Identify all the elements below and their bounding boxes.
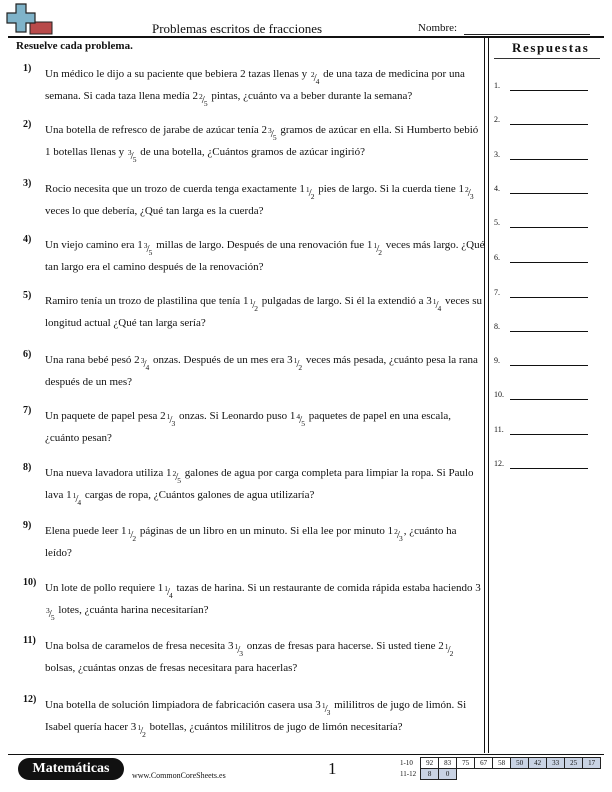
fraction: $^4/_5$ [296, 412, 305, 429]
answer-row [494, 150, 600, 164]
score-cell: 67 [475, 758, 493, 769]
fraction: $^1/_2$ [305, 185, 315, 202]
fraction: $^1/_2$ [373, 241, 382, 258]
question-text: Un viejo camino era $1^3/_5$ millas de largo. Después de una renovación fue $1^1/_2$ veces más largo. ¿Qué tan largo era el camino después de la renovación? [45, 239, 485, 273]
fraction: $^2/_3$ [465, 185, 474, 202]
score-table [398, 757, 601, 780]
question-text: Una rana bebé pesó $2^3/_4$ onzas. Después de un mes era $3^1/_2$ veces más pesada, ¿cuánto pesa la rana después de un mes? [45, 354, 478, 388]
fraction: $^2/_4$ [310, 70, 320, 87]
answer-blank[interactable] [510, 124, 588, 125]
answer-number: 4. [494, 184, 500, 193]
question-number: 8) [23, 462, 32, 473]
answer-number: 6. [494, 253, 500, 262]
answer-row [494, 288, 600, 302]
score-cell: 25 [565, 758, 583, 769]
score-cell: 92 [421, 758, 439, 769]
answer-number: 11. [494, 425, 504, 434]
answer-number: 5. [494, 218, 500, 227]
question-number: 10) [23, 577, 37, 588]
question-number: 7) [23, 405, 32, 416]
score-cell: 75 [457, 758, 475, 769]
answer-row [494, 218, 600, 232]
answer-number: 9. [494, 356, 500, 365]
fraction: $^1/_4$ [432, 297, 442, 314]
answer-number: 2. [494, 115, 500, 124]
instructions: Resuelve cada problema. [16, 40, 133, 52]
score-cell: 33 [547, 758, 565, 769]
score-cell: 0 [439, 769, 457, 780]
question-text: Rocio necesita que un trozo de cuerda tenga exactamente $1^1/_2$ pies de largo. Si la cuerda tiene $1^2/_3$ veces lo que debería, ¿Qué tan larga es la cuerda? [45, 183, 474, 217]
fraction: $^1/_4$ [164, 584, 173, 601]
answer-row [494, 184, 600, 198]
question-text: Ramiro tenía un trozo de plastilina que tenía $1^1/_2$ pulgadas de largo. Si él la extendió a $3^1/_4$ veces su longitud actual ¿Qué tan larga sería? [45, 295, 482, 329]
score-cell: 8 [421, 769, 439, 780]
question-number: 1) [23, 63, 32, 74]
fraction: $^1/_3$ [234, 642, 244, 659]
question-number: 4) [23, 234, 32, 245]
answer-row [494, 81, 600, 95]
score-row-label: 11-12 [400, 770, 417, 778]
answer-blank[interactable] [510, 468, 588, 469]
question-number: 2) [23, 119, 32, 130]
score-cell: 17 [583, 758, 601, 769]
website-text: www.CommonCoreSheets.es [132, 771, 226, 780]
score-cell: 50 [511, 758, 529, 769]
footer-divider [8, 754, 604, 755]
logo-icon [4, 2, 54, 38]
question-text: Un médico le dijo a su paciente que bebiera 2 tazas llenas y $^2/_4$ de una taza de medicina por una semana. Si cada taza llena medía $2^2/_5$ pintas, ¿cuánto va a beber durante la semana? [45, 68, 465, 109]
question-text: Una nueva lavadora utiliza $1^2/_5$ galones de agua por carga completa para limpiar la ropa. Si Paulo lava $1^1/_4$ cargas de ropa, ¿Cuántos galones de agua utilizaría? [45, 467, 474, 508]
fraction: $^2/_5$ [172, 469, 182, 486]
answer-number: 1. [494, 81, 500, 90]
fraction: $^3/_5$ [46, 606, 55, 623]
answer-blank[interactable] [510, 331, 588, 332]
question-text: Un lote de pollo requiere $1^1/_4$ tazas de harina. Si un restaurante de comida rápida estaba haciendo $3^3/_5$ lotes, ¿cuánta harina necesitarían? [45, 582, 481, 623]
answer-blank[interactable] [510, 90, 588, 91]
answers-title-rule [494, 58, 600, 59]
score-cell: 83 [439, 758, 457, 769]
answer-number: 7. [494, 288, 500, 297]
question-number: 5) [23, 290, 32, 301]
fraction: $^1/_3$ [166, 412, 176, 429]
answer-number: 12. [494, 459, 504, 468]
score-cell: 42 [529, 758, 547, 769]
question-text: Elena puede leer $1^1/_2$ páginas de un libro en un minuto. Si ella lee por minuto $1^2/_3$, ¿cuánto ha leído? [45, 525, 457, 559]
question-number: 9) [23, 520, 32, 531]
answer-row [494, 390, 600, 404]
fraction: $^3/_5$ [127, 148, 137, 165]
fraction: $^3/_4$ [140, 356, 150, 373]
answer-row [494, 425, 600, 439]
question-text: Una botella de refresco de jarabe de azúcar tenía $2^3/_5$ gramos de azúcar en ella. Si Humberto bebió 1 botellas llenas y $^3/_5$ de una botella, ¿Cuántos gramos de azúcar ingirió? [45, 124, 479, 165]
fraction: $^1/_2$ [127, 527, 137, 544]
answer-blank[interactable] [510, 297, 588, 298]
fraction: $^1/_2$ [249, 297, 259, 314]
fraction: $^1/_3$ [321, 701, 331, 718]
name-label: Nombre: [418, 22, 458, 34]
fraction: $^3/_5$ [268, 126, 277, 143]
question-number: 11) [23, 635, 36, 646]
fraction: $^2/_3$ [394, 527, 403, 544]
answer-number: 8. [494, 322, 500, 331]
answer-blank[interactable] [510, 159, 588, 160]
header-divider [8, 36, 604, 38]
score-cell: 58 [493, 758, 511, 769]
answer-blank[interactable] [510, 434, 588, 435]
question-text: Un paquete de papel pesa $2^1/_3$ onzas. Si Leonardo puso $1^4/_5$ paquetes de papel en una escala, ¿cuánto pesan? [45, 410, 452, 444]
answer-blank[interactable] [510, 365, 588, 366]
answer-row [494, 459, 600, 473]
fraction: $^1/_4$ [72, 491, 82, 508]
question-number: 12) [23, 694, 37, 705]
page-number: 1 [328, 759, 337, 778]
question-number: 6) [23, 349, 32, 360]
answer-row [494, 322, 600, 336]
score-row-label: 1-10 [400, 759, 413, 767]
name-field[interactable] [464, 34, 590, 35]
question-text: Una bolsa de caramelos de fresa necesita $3^1/_3$ onzas de fresas para hacerse. Si usted tiene $2^1/_2$ bolsas, ¿cuántas onzas de fresas necesitara para hacerlas? [45, 640, 454, 674]
question-number: 3) [23, 178, 32, 189]
fraction: $^1/_2$ [137, 723, 146, 740]
fraction: $^1/_2$ [444, 642, 454, 659]
answers-title: Respuestas [512, 40, 590, 55]
answer-row [494, 253, 600, 267]
fraction: $^3/_5$ [143, 241, 153, 258]
fraction: $^1/_2$ [293, 356, 303, 373]
answer-row [494, 356, 600, 370]
question-text: Una botella de solución limpiadora de fabricación casera usa $3^1/_3$ mililitros de jugo de limón. Si Isabel quería hacer $3^1/_2$ botellas, ¿cuántos mililitros de jugo de limón necesitaría? [45, 699, 467, 740]
brand-badge: Matemáticas [18, 758, 124, 780]
fraction: $^2/_5$ [199, 92, 208, 109]
answer-blank[interactable] [510, 227, 588, 228]
answer-number: 3. [494, 150, 500, 159]
page-title: Problemas escritos de fracciones [152, 21, 323, 36]
answer-blank[interactable] [510, 399, 588, 400]
answer-row [494, 115, 600, 129]
answer-blank[interactable] [510, 193, 588, 194]
answer-blank[interactable] [510, 262, 588, 263]
answer-number: 10. [494, 390, 504, 399]
